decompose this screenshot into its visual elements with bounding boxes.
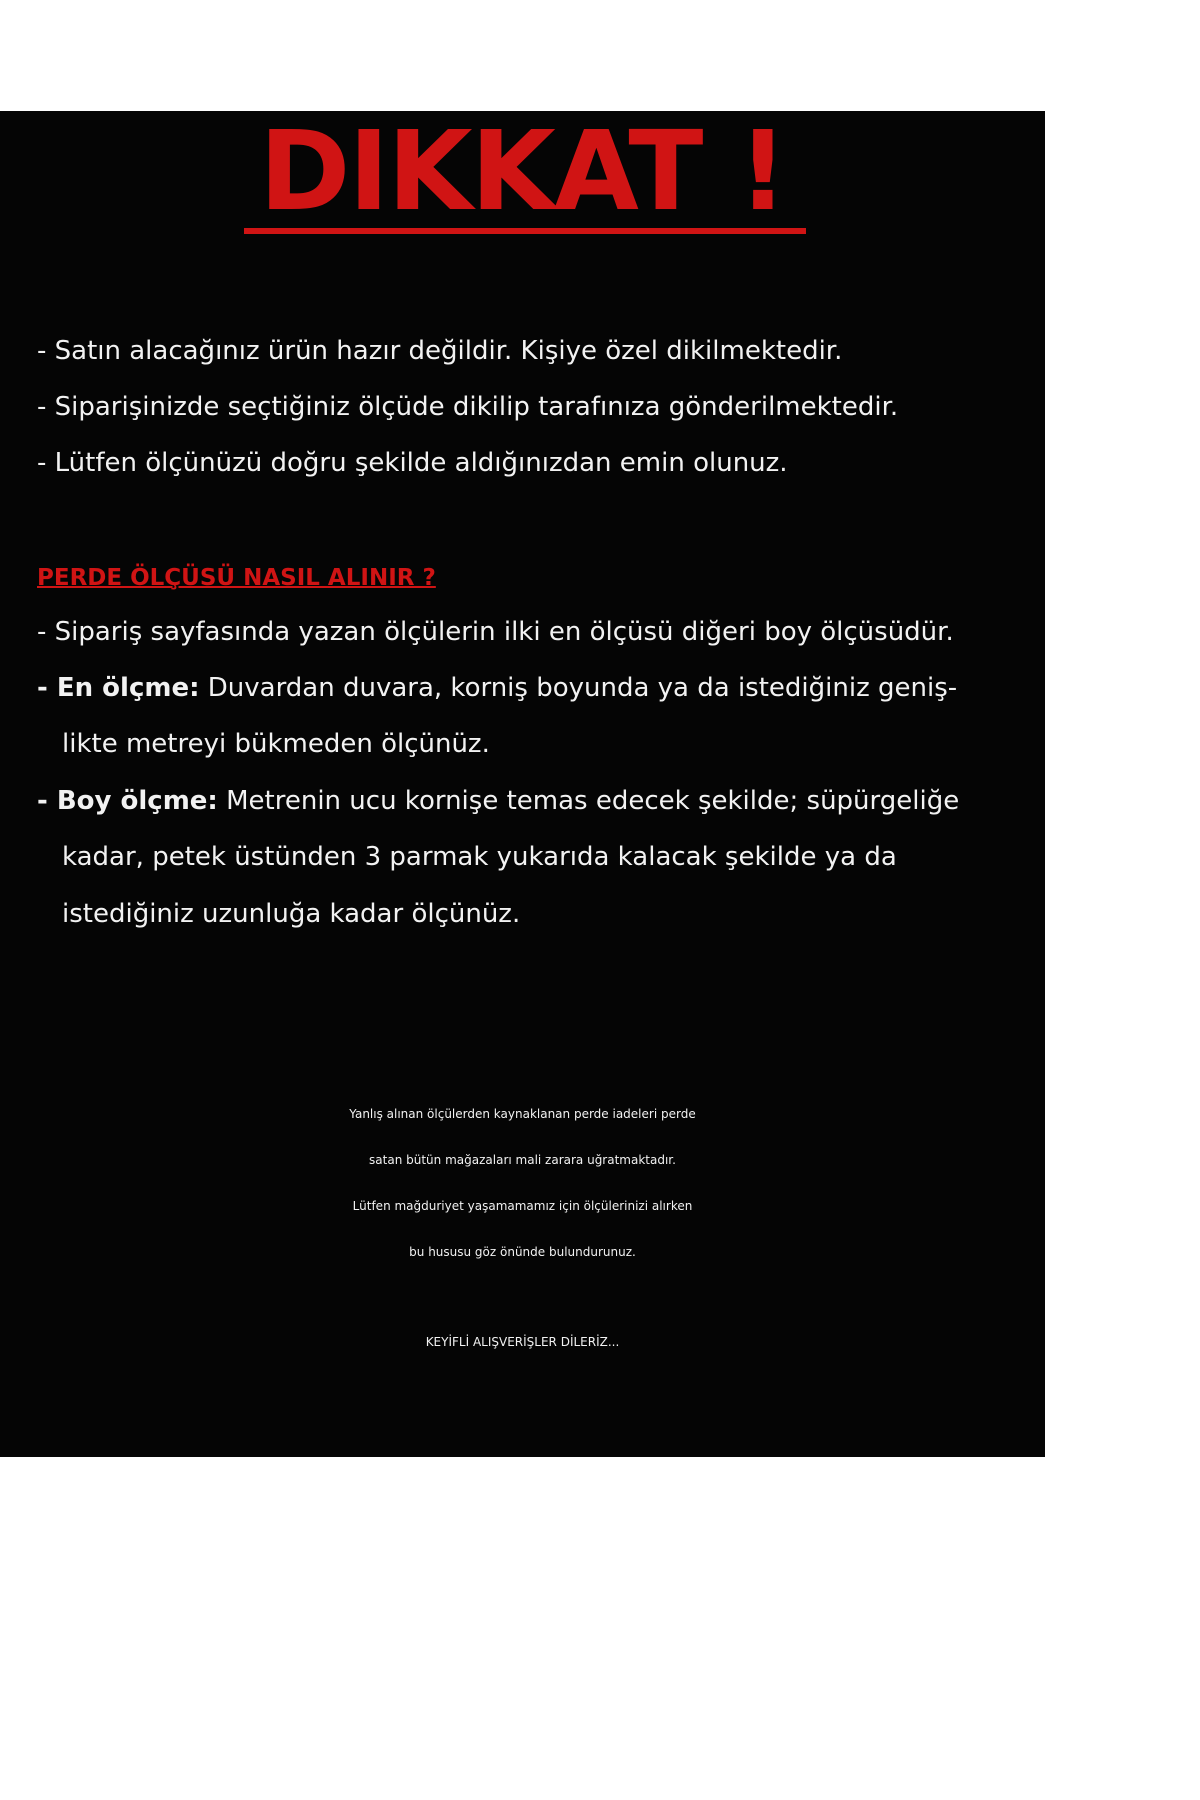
intro-line-1: - Satın alacağınız ürün hazır değildir. Kişiye özel dikilmektedir. [37,336,843,366]
width-measure-line-2: likte metreyi bükmeden ölçünüz. [62,729,490,759]
notice-line-1: Yanlış alınan ölçülerden kaynaklanan perde iadeleri perde [349,1107,696,1121]
notice-line-4: bu hususu göz önünde bulundurunuz. [409,1245,636,1259]
width-measure-text: Duvardan duvara, korniş boyunda ya da istediğiniz geniş- [199,673,958,703]
notice-line-3: Lütfen mağduriyet yaşamamamız için ölçülerinizi alırken [352,1199,693,1213]
closing-message: KEYİFLİ ALIŞVERİŞLER DİLERİZ... [425,1335,620,1349]
height-measure-line-1 [37,783,959,819]
height-measure-label: - Boy ölçme: [37,786,218,816]
intro-line-2: - Siparişinizde seçtiğiniz ölçüde dikilip tarafınıza gönderilmektedir. [37,392,899,422]
return-notice [0,1091,1045,1275]
width-measure-label: - En ölçme: [37,673,200,703]
height-measure-line-3: istediğiniz uzunluğa kadar ölçünüz. [62,899,521,929]
order-note-line: - Sipariş sayfasında yazan ölçülerin ilki en ölçüsü diğeri boy ölçüsüdür. [37,617,954,647]
notice-poster [0,111,1045,1457]
warning-title: DIKKAT ! [259,121,786,221]
measure-section-heading: PERDE ÖLÇÜSÜ NASIL ALINIR ? [37,565,436,591]
title-underline [244,228,806,234]
notice-line-2: satan bütün mağazaları mali zarara uğratmaktadır. [369,1153,676,1167]
height-measure-text: Metrenin ucu kornişe temas edecek şekilde; süpürgeliğe [217,786,960,816]
intro-line-3: - Lütfen ölçünüzü doğru şekilde aldığınızdan emin olunuz. [37,448,788,478]
width-measure-line-1 [37,670,957,706]
height-measure-line-2: kadar, petek üstünden 3 parmak yukarıda kalacak şekilde ya da [62,842,897,872]
